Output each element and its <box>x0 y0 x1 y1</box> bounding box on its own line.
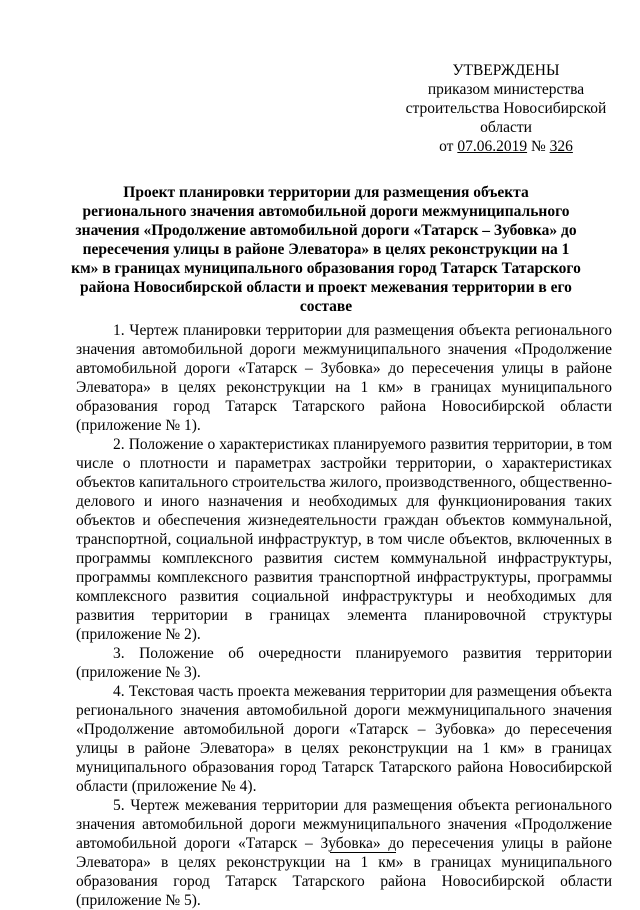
approval-line-region: области <box>480 119 532 136</box>
document-body <box>76 321 612 910</box>
approval-number: 326 <box>549 138 573 155</box>
approval-line-order: приказом министерства <box>427 81 585 98</box>
approval-number-sign: № <box>530 138 546 155</box>
list-item: 4. Текстовая часть проекта межевания территории для размещения объекта регионального значения автомобильной дороги межмуниципального значения «Продолжение автомобильной дороги «Татарск – Зубовка» до пересечения улицы в районе Элеватора» в целях реконструкции на 1 км» в границах муниципального образования город Татарск Татарского района Новосибирской области (приложение № 4). <box>76 683 612 795</box>
list-item: 2. Положение о характеристиках планируемого развития территории, в том числе о плотности и параметрах застройки территории, о характеристиках объектов капитального строительства жилого, производственного, общественно-делового и иного назначения и необходимых для функционирования таких объектов и обеспечения жизнедеятельности граждан объектов коммунальной, транспортной, социальной инфраструктур, в том числе объектов, включенных в программы комплексного развития систем коммунальной инфраструктуры, программы комплексного развития транспортной инфраструктуры, программы комплексного развития социальной инфраструктуры и необходимых для развития территории в границах элемента планировочной структуры (приложение № 2). <box>76 436 612 643</box>
approval-date: 07.06.2019 <box>457 138 528 155</box>
list-item: 3. Положение об очередности планируемого развития территории (приложение № 3). <box>76 645 612 681</box>
approval-stamp <box>392 61 620 156</box>
document-title: Проект планировки территории для размещения объекта регионального значения автомобильной дороги межмуниципального значения «Продолжение автомобильной дороги «Татарск – Зубовка» до пересечения улицы в районе Элеватора» в целях реконструкции на 1 км» в границах муниципального образования город Татарск Татарского района Новосибирской области и проект межевания территории в его составе <box>71 184 581 315</box>
list-item: 1. Чертеж планировки территории для размещения объекта регионального значения автомобильной дороги межмуниципального значения «Продолжение автомобильной дороги «Татарск – Зубовка» до пересечения улицы в районе Элеватора» в целях реконструкции на 1 км» в границах муниципального образования город Татарск Татарского района Новосибирской области (приложение № 1). <box>76 322 612 434</box>
approval-date-prefix: от <box>439 138 454 155</box>
approval-date-line <box>392 137 620 156</box>
end-divider <box>330 852 396 853</box>
list-item: 5. Чертеж межевания территории для размещения объекта регионального значения автомобильной дороги межмуниципального значения «Продолжение автомобильной дороги «Татарск – Зубовка» до пересечения улицы в районе Элеватора» в целях реконструкции на 1 км» в границах муниципального образования город Татарск Татарского района Новосибирской области (приложение № 5). <box>76 797 612 909</box>
approval-line-ministry: строительства Новосибирской <box>405 100 607 117</box>
approval-heading: УТВЕРЖДЕНЫ <box>452 62 560 79</box>
